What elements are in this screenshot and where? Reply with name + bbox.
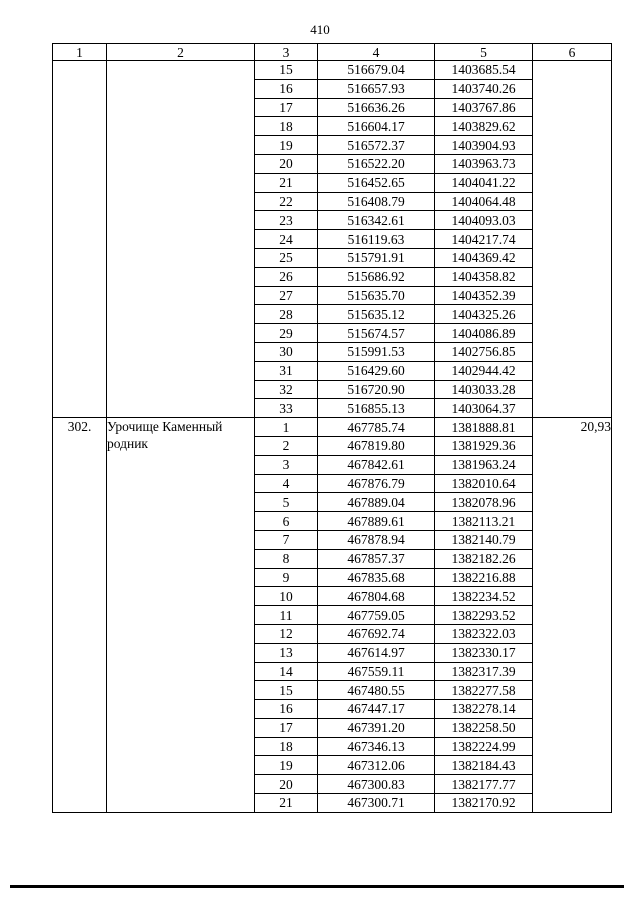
- table-body: [53, 61, 612, 813]
- bottom-rule: [10, 885, 624, 888]
- y-coordinate-cell: 1382224.99: [435, 737, 533, 756]
- y-coordinate-cell: 1382322.03: [435, 624, 533, 643]
- point-number-cell: 10: [255, 587, 318, 606]
- column-header-6: 6: [533, 44, 612, 61]
- y-coordinate-cell: 1404086.89: [435, 324, 533, 343]
- y-coordinate-cell: 1381963.24: [435, 455, 533, 474]
- y-coordinate-cell: 1382182.26: [435, 549, 533, 568]
- y-coordinate-cell: 1403767.86: [435, 98, 533, 117]
- point-number-cell: 27: [255, 286, 318, 305]
- point-number-cell: 24: [255, 230, 318, 249]
- point-number-cell: 25: [255, 248, 318, 267]
- object-number-cell: 302.: [53, 418, 107, 813]
- point-number-cell: 14: [255, 662, 318, 681]
- y-coordinate-cell: 1403740.26: [435, 79, 533, 98]
- x-coordinate-cell: 467785.74: [318, 418, 435, 437]
- column-header-1: 1: [53, 44, 107, 61]
- area-cell: [533, 61, 612, 418]
- point-number-cell: 16: [255, 79, 318, 98]
- y-coordinate-cell: 1404093.03: [435, 211, 533, 230]
- y-coordinate-cell: 1382078.96: [435, 493, 533, 512]
- y-coordinate-cell: 1403685.54: [435, 61, 533, 80]
- y-coordinate-cell: 1404358.82: [435, 267, 533, 286]
- page-number: 410: [310, 22, 330, 37]
- point-number-cell: 9: [255, 568, 318, 587]
- x-coordinate-cell: 516855.13: [318, 399, 435, 418]
- column-header-5: 5: [435, 44, 533, 61]
- y-coordinate-cell: 1403064.37: [435, 399, 533, 418]
- x-coordinate-cell: 515635.70: [318, 286, 435, 305]
- y-coordinate-cell: 1404352.39: [435, 286, 533, 305]
- y-coordinate-cell: 1382278.14: [435, 700, 533, 719]
- y-coordinate-cell: 1404369.42: [435, 248, 533, 267]
- x-coordinate-cell: 467346.13: [318, 737, 435, 756]
- x-coordinate-cell: 467391.20: [318, 718, 435, 737]
- header-row: [53, 44, 612, 61]
- x-coordinate-cell: 516342.61: [318, 211, 435, 230]
- column-header-4: 4: [318, 44, 435, 61]
- point-number-cell: 7: [255, 530, 318, 549]
- y-coordinate-cell: 1382216.88: [435, 568, 533, 587]
- table-row: [53, 61, 612, 80]
- y-coordinate-cell: 1382177.77: [435, 775, 533, 794]
- x-coordinate-cell: 516119.63: [318, 230, 435, 249]
- table-row: [53, 418, 612, 437]
- x-coordinate-cell: 516408.79: [318, 192, 435, 211]
- x-coordinate-cell: 515791.91: [318, 248, 435, 267]
- x-coordinate-cell: 467447.17: [318, 700, 435, 719]
- x-coordinate-cell: 467878.94: [318, 530, 435, 549]
- x-coordinate-cell: 467300.71: [318, 794, 435, 813]
- x-coordinate-cell: 467819.80: [318, 436, 435, 455]
- y-coordinate-cell: 1382184.43: [435, 756, 533, 775]
- point-number-cell: 12: [255, 624, 318, 643]
- point-number-cell: 17: [255, 718, 318, 737]
- point-number-cell: 18: [255, 117, 318, 136]
- x-coordinate-cell: 516679.04: [318, 61, 435, 80]
- x-coordinate-cell: 467559.11: [318, 662, 435, 681]
- x-coordinate-cell: 467842.61: [318, 455, 435, 474]
- x-coordinate-cell: 467835.68: [318, 568, 435, 587]
- point-number-cell: 17: [255, 98, 318, 117]
- point-number-cell: 33: [255, 399, 318, 418]
- y-coordinate-cell: 1382010.64: [435, 474, 533, 493]
- coordinates-table: [52, 43, 612, 813]
- column-header-3: 3: [255, 44, 318, 61]
- x-coordinate-cell: 467889.61: [318, 512, 435, 531]
- point-number-cell: 20: [255, 154, 318, 173]
- point-number-cell: 15: [255, 61, 318, 80]
- x-coordinate-cell: 467759.05: [318, 606, 435, 625]
- point-number-cell: 4: [255, 474, 318, 493]
- x-coordinate-cell: 516572.37: [318, 136, 435, 155]
- x-coordinate-cell: 516429.60: [318, 361, 435, 380]
- point-number-cell: 21: [255, 794, 318, 813]
- point-number-cell: 1: [255, 418, 318, 437]
- point-number-cell: 20: [255, 775, 318, 794]
- object-name-cell: Урочище Каменный родник: [107, 418, 255, 813]
- point-number-cell: 26: [255, 267, 318, 286]
- y-coordinate-cell: 1382277.58: [435, 681, 533, 700]
- x-coordinate-cell: 516720.90: [318, 380, 435, 399]
- y-coordinate-cell: 1382234.52: [435, 587, 533, 606]
- point-number-cell: 29: [255, 324, 318, 343]
- area-cell: 20,93: [533, 418, 612, 813]
- y-coordinate-cell: 1382140.79: [435, 530, 533, 549]
- y-coordinate-cell: 1403904.93: [435, 136, 533, 155]
- x-coordinate-cell: 515635.12: [318, 305, 435, 324]
- point-number-cell: 15: [255, 681, 318, 700]
- x-coordinate-cell: 467857.37: [318, 549, 435, 568]
- y-coordinate-cell: 1404041.22: [435, 173, 533, 192]
- object-number-cell: [53, 61, 107, 418]
- x-coordinate-cell: 467876.79: [318, 474, 435, 493]
- x-coordinate-cell: 467889.04: [318, 493, 435, 512]
- x-coordinate-cell: 467614.97: [318, 643, 435, 662]
- y-coordinate-cell: 1402944.42: [435, 361, 533, 380]
- y-coordinate-cell: 1381888.81: [435, 418, 533, 437]
- x-coordinate-cell: 515991.53: [318, 342, 435, 361]
- point-number-cell: 13: [255, 643, 318, 662]
- point-number-cell: 23: [255, 211, 318, 230]
- point-number-cell: 8: [255, 549, 318, 568]
- x-coordinate-cell: 467692.74: [318, 624, 435, 643]
- x-coordinate-cell: 467804.68: [318, 587, 435, 606]
- y-coordinate-cell: 1382317.39: [435, 662, 533, 681]
- x-coordinate-cell: 467480.55: [318, 681, 435, 700]
- x-coordinate-cell: 467312.06: [318, 756, 435, 775]
- y-coordinate-cell: 1382170.92: [435, 794, 533, 813]
- object-name-cell: [107, 61, 255, 418]
- point-number-cell: 32: [255, 380, 318, 399]
- x-coordinate-cell: 516657.93: [318, 79, 435, 98]
- y-coordinate-cell: 1404217.74: [435, 230, 533, 249]
- x-coordinate-cell: 515686.92: [318, 267, 435, 286]
- point-number-cell: 22: [255, 192, 318, 211]
- point-number-cell: 5: [255, 493, 318, 512]
- x-coordinate-cell: 516452.65: [318, 173, 435, 192]
- point-number-cell: 3: [255, 455, 318, 474]
- y-coordinate-cell: 1382113.21: [435, 512, 533, 531]
- x-coordinate-cell: 515674.57: [318, 324, 435, 343]
- column-header-2: 2: [107, 44, 255, 61]
- y-coordinate-cell: 1381929.36: [435, 436, 533, 455]
- y-coordinate-cell: 1403829.62: [435, 117, 533, 136]
- x-coordinate-cell: 516636.26: [318, 98, 435, 117]
- point-number-cell: 28: [255, 305, 318, 324]
- y-coordinate-cell: 1404064.48: [435, 192, 533, 211]
- y-coordinate-cell: 1402756.85: [435, 342, 533, 361]
- point-number-cell: 31: [255, 361, 318, 380]
- y-coordinate-cell: 1403963.73: [435, 154, 533, 173]
- point-number-cell: 19: [255, 136, 318, 155]
- y-coordinate-cell: 1403033.28: [435, 380, 533, 399]
- y-coordinate-cell: 1404325.26: [435, 305, 533, 324]
- point-number-cell: 6: [255, 512, 318, 531]
- y-coordinate-cell: 1382330.17: [435, 643, 533, 662]
- point-number-cell: 18: [255, 737, 318, 756]
- y-coordinate-cell: 1382258.50: [435, 718, 533, 737]
- point-number-cell: 19: [255, 756, 318, 775]
- x-coordinate-cell: 516604.17: [318, 117, 435, 136]
- table-header: [53, 44, 612, 61]
- point-number-cell: 2: [255, 436, 318, 455]
- point-number-cell: 16: [255, 700, 318, 719]
- point-number-cell: 11: [255, 606, 318, 625]
- x-coordinate-cell: 467300.83: [318, 775, 435, 794]
- point-number-cell: 21: [255, 173, 318, 192]
- x-coordinate-cell: 516522.20: [318, 154, 435, 173]
- point-number-cell: 30: [255, 342, 318, 361]
- y-coordinate-cell: 1382293.52: [435, 606, 533, 625]
